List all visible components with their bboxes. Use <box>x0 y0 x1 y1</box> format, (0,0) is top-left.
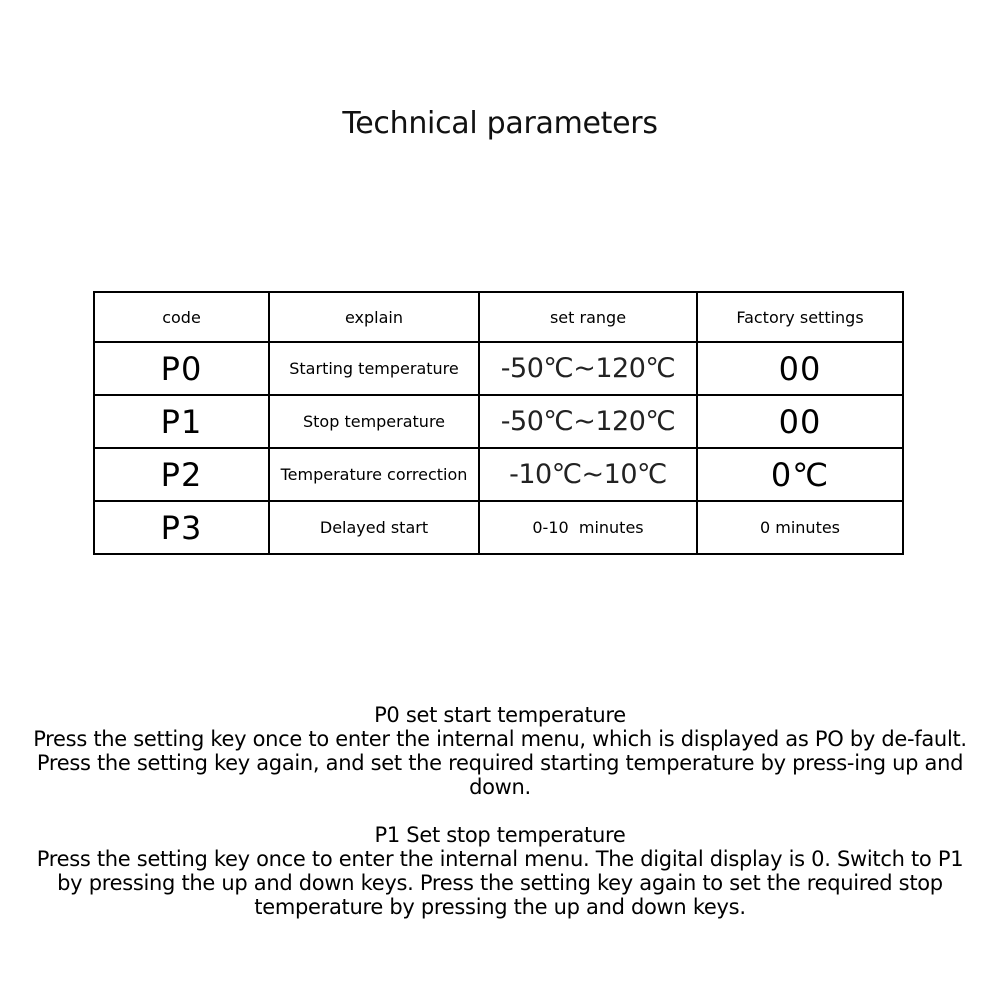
section-p1 <box>30 823 970 919</box>
row-factory-setting: 0 minutes <box>697 501 903 554</box>
table-row <box>94 448 903 501</box>
row-explain: Delayed start <box>269 501 479 554</box>
section-heading: P1 Set stop temperature <box>374 823 626 847</box>
row-code: P1 <box>94 395 269 448</box>
section-body: Press the setting key once to enter the internal menu, which is displayed as PO by de-fault. Press the setting key again, and set the required starting temperature by press-ing up and down. <box>33 727 967 799</box>
table-header-row <box>94 292 903 342</box>
header-set-range: set range <box>479 292 697 342</box>
header-explain: explain <box>269 292 479 342</box>
row-code: P0 <box>94 342 269 395</box>
parameters-table <box>93 291 904 555</box>
row-explain: Starting temperature <box>269 342 479 395</box>
row-set-range: -50℃~120℃ <box>479 342 697 395</box>
page-title: Technical parameters <box>342 106 658 141</box>
table-row <box>94 501 903 554</box>
row-explain: Temperature correction <box>269 448 479 501</box>
row-factory-setting: 00 <box>697 342 903 395</box>
row-set-range: 0-10 minutes <box>479 501 697 554</box>
row-factory-setting: 0℃ <box>697 448 903 501</box>
row-explain: Stop temperature <box>269 395 479 448</box>
section-p0 <box>30 703 970 799</box>
section-heading: P0 set start temperature <box>374 703 626 727</box>
table-row <box>94 395 903 448</box>
table-row <box>94 342 903 395</box>
row-code: P2 <box>94 448 269 501</box>
row-code: P3 <box>94 501 269 554</box>
section-body: Press the setting key once to enter the internal menu. The digital display is 0. Switch to P1 by pressing the up and down keys. Press the setting key again to set the required stop temperature by pressing the up and down keys. <box>36 847 964 919</box>
header-code: code <box>94 292 269 342</box>
row-factory-setting: 00 <box>697 395 903 448</box>
row-set-range: -10℃~10℃ <box>479 448 697 501</box>
row-set-range: -50℃~120℃ <box>479 395 697 448</box>
header-factory-settings: Factory settings <box>697 292 903 342</box>
